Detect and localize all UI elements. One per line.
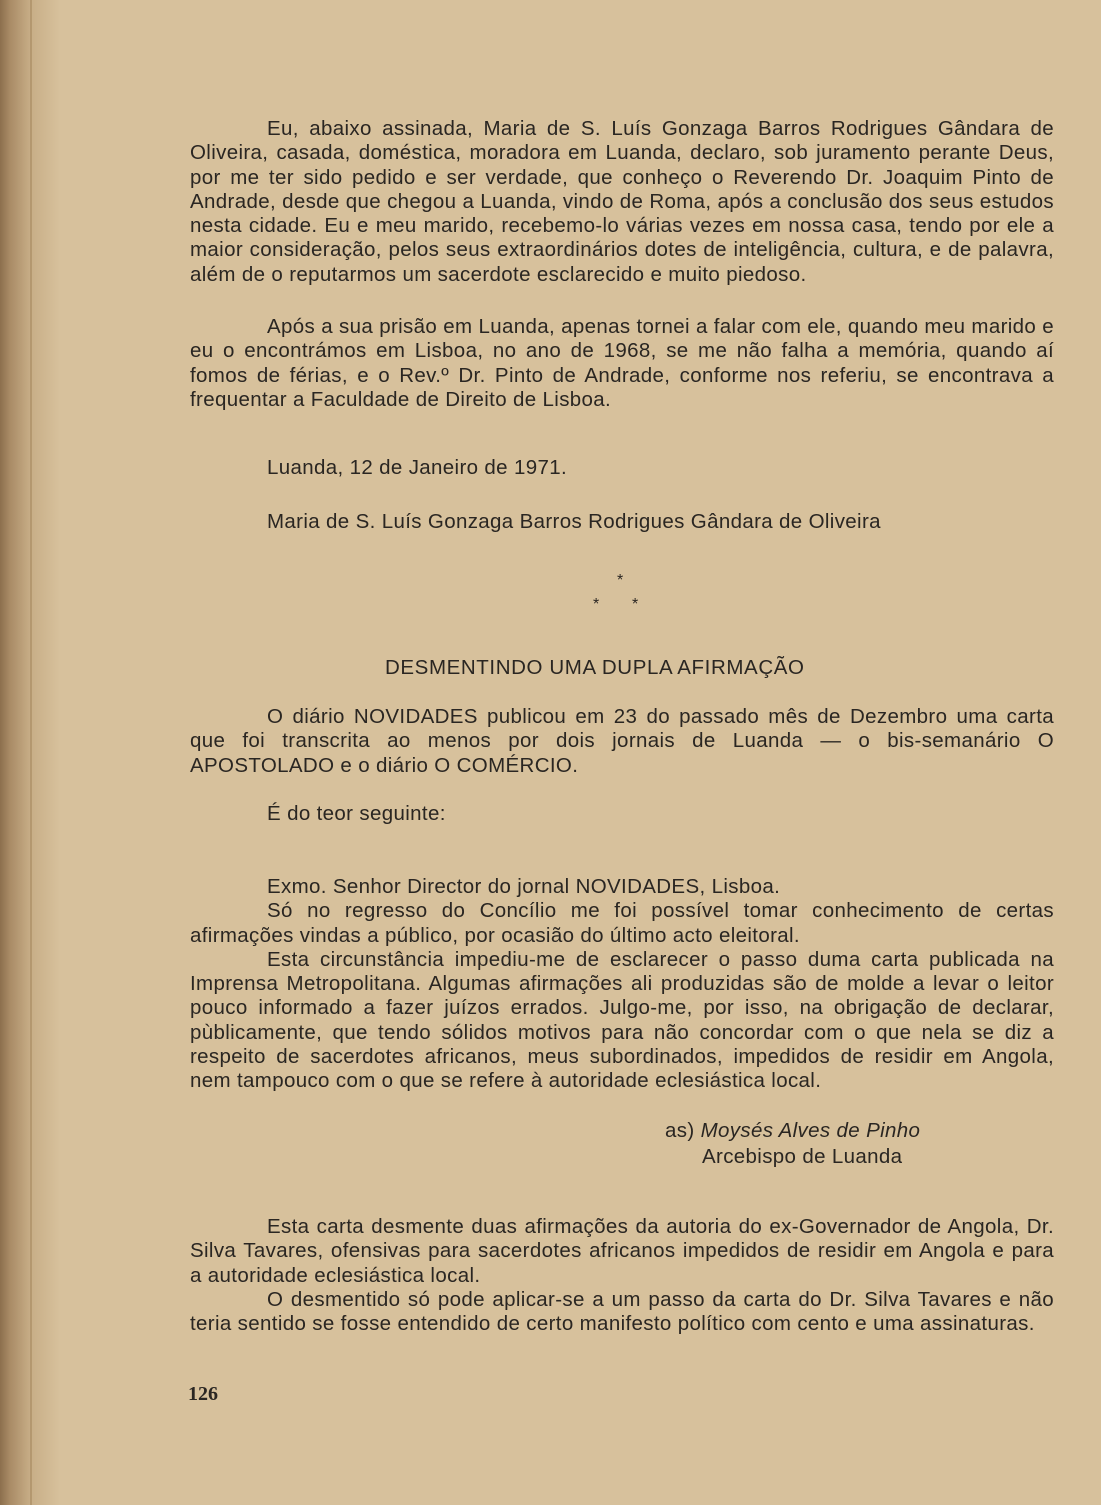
letter-paragraph-2: Esta circunstância impediu-me de esclarecer o passo duma carta publicada na Imprensa Metropolitana. Algumas afirmações ali produzidas são de molde a levar o leitor pouco informado a fazer juízos errados. Julgo-me, por isso, na obrigação de declarar, pùblicamente, que tendo sólidos motivos para não concordar com o que nela se diz a respeito de sacerdotes africanos, meus subordinados, impedidos de residir em Angola, nem tampouco com o que se refere à autoridade eclesiástica local. (190, 947, 1054, 1093)
testimony-paragraph-1-text: Eu, abaixo assinada, Maria de S. Luís Gonzaga Barros Rodrigues Gândara de Oliveira, casada, doméstica, moradora em Luanda, declaro, sob juramento perante Deus, por me ter sido pedido e ser verdade, que conheço o Reverendo Dr. Joaquim Pinto de Andrade, desde que chegou a Luanda, vindo de Roma, após a conclusão dos seus estudos nesta cidade. Eu e meu marido, recebemo-lo várias vezes em nossa casa, tendo por ele a maior consideração, pelos seus extraordinários dotes de inteligência, cultura, e de palavra, além de o reputarmos um sacerdote esclarecido e muito piedoso. (190, 117, 1054, 286)
page-number: 126 (188, 1383, 218, 1405)
section-heading: DESMENTINDO UMA DUPLA AFIRMAÇÃO (385, 656, 805, 679)
letter-signed-name: Moysés Alves de Pinho (700, 1119, 921, 1142)
asterism-star: * (632, 596, 639, 613)
section-intro-paragraph (190, 705, 1054, 778)
testimony-signature: Maria de S. Luís Gonzaga Barros Rodrigues Gândara de Oliveira (267, 510, 881, 533)
commentary-paragraph-2: O desmentido só pode aplicar-se a um passo da carta do Dr. Silva Tavares e não teria sentido se fosse entendido de certo manifesto político com cento e uma assinaturas. (190, 1287, 1054, 1336)
commentary-block (190, 1215, 1054, 1336)
letter-signature-row (665, 1118, 920, 1144)
section-separator (570, 573, 650, 623)
letter-signature-block (665, 1118, 920, 1170)
asterism-star: * (593, 596, 600, 613)
letter-signed-prefix: as) (665, 1119, 695, 1142)
section-intro-text: O diário NOVIDADES publicou em 23 do passado mês de Dezembro uma carta que foi transcrita ao menos por dois jornais de Luanda — o bis-semanário O APOSTOLADO e o diário O COMÉRCIO. (190, 705, 1054, 777)
testimony-paragraph-2 (190, 315, 1054, 412)
section-teor-line: É do teor seguinte: (267, 802, 446, 825)
testimony-paragraph-2-text: Após a sua prisão em Luanda, apenas tornei a falar com ele, quando meu marido e eu o encontrámos em Lisboa, no ano de 1968, se me não falha a memória, quando aí fomos de férias, e o Rev.º Dr. Pinto de Andrade, conforme nos referiu, se encontrava a frequentar a Faculdade de Direito de Lisboa. (190, 315, 1054, 411)
testimony-date: Luanda, 12 de Janeiro de 1971. (267, 456, 568, 479)
page-binding-edge (30, 0, 32, 1505)
letter-body (190, 875, 1054, 1094)
testimony-paragraph-1 (190, 117, 1054, 287)
commentary-paragraph-1: Esta carta desmente duas afirmações da autoria do ex-Governador de Angola, Dr. Silva Tavares, ofensivas para sacerdotes africanos impedidos de residir em Angola e para a autoridade eclesiástica local. (190, 1215, 1054, 1287)
letter-signed-title: Arcebispo de Luanda (702, 1145, 903, 1168)
letter-salutation: Exmo. Senhor Director do jornal NOVIDADES, Lisboa. (267, 875, 781, 898)
letter-paragraph-1: Só no regresso do Concílio me foi possível tomar conhecimento de certas afirmações vindas a público, por ocasião do último acto eleitoral. (190, 899, 1054, 947)
asterism-star: * (617, 572, 624, 589)
